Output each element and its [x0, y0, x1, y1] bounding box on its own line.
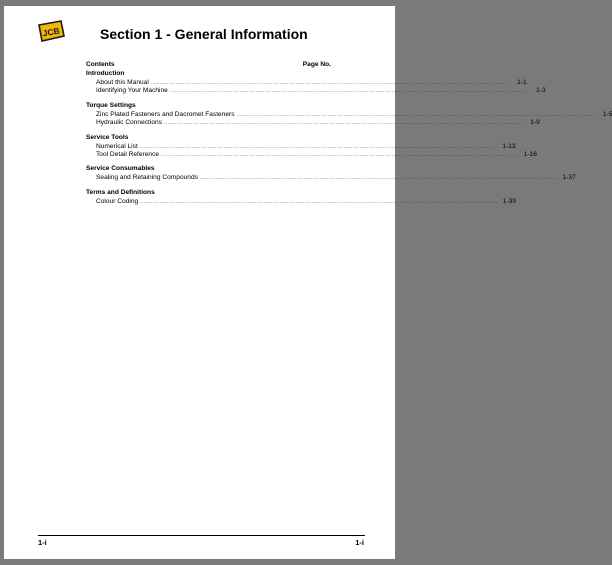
footer-page-right: 1-i: [355, 538, 364, 547]
toc-entry[interactable]: [86, 197, 516, 207]
toc-section-heading: Service Tools: [86, 133, 129, 141]
page-title: Section 1 - General Information: [100, 26, 308, 42]
dot-leader: ........................................................................................................................................................................................................: [236, 111, 595, 118]
toc-entry[interactable]: [86, 87, 546, 96]
dot-leader: ........................................................................................................................................................................................................: [161, 151, 519, 158]
jcb-logo: [36, 20, 66, 42]
toc-entry-label: Colour Coding: [96, 197, 139, 205]
dot-leader: ........................................................................................................................................................................................................: [163, 120, 522, 127]
toc-entry-page: 1-37: [562, 174, 576, 182]
toc-entry-page: 1-9: [530, 119, 540, 127]
footer-page-left: 1-i: [38, 538, 47, 547]
toc-entry-label: About this Manual: [96, 79, 149, 86]
toc-entry-label: Hydraulic Connections: [96, 119, 162, 127]
toc-entry-page: 1-5: [602, 110, 612, 118]
toc-entry-label: Numerical List: [96, 142, 138, 150]
dot-leader: ........................................................................................................................................................................................................: [140, 198, 498, 205]
toc-entry-page: 1-1: [517, 79, 527, 86]
dot-leader: ........................................................................................................................................................................................................: [199, 175, 558, 182]
dot-leader: ........................................................................................................................................................................................................: [139, 143, 498, 150]
toc-sections: [86, 70, 612, 207]
toc-entry[interactable]: [86, 150, 537, 160]
table-of-contents: [86, 61, 612, 207]
toc-section-heading: Torque Settings: [86, 101, 136, 109]
toc-entry-page: 1-3: [536, 87, 546, 95]
toc-entry[interactable]: [86, 119, 540, 128]
toc-entry-label: Identifying Your Machine: [96, 87, 168, 95]
dot-leader: ........................................................................................................................................................................................................: [150, 80, 509, 86]
toc-entry[interactable]: [86, 174, 576, 183]
toc-section-heading: Introduction: [86, 70, 125, 77]
toc-entry-label: Tool Detail Reference: [96, 150, 160, 158]
page-no-label: Page No.: [302, 61, 331, 68]
document-page: [4, 6, 612, 559]
toc-section-heading: Service Consumables: [86, 165, 155, 173]
dot-leader: ........................................................................................................................................................................................................: [169, 88, 528, 95]
toc-section-heading: Terms and Definitions: [86, 188, 155, 196]
toc-entry-label: Sealing and Retaining Compounds: [96, 174, 198, 182]
toc-entry-page: 1-39: [502, 197, 516, 205]
footer-rule: [38, 535, 365, 536]
contents-label: Contents: [86, 61, 115, 68]
toc-entry-page: 1-16: [523, 150, 537, 158]
toc-entry-page: 1-13: [502, 142, 516, 150]
toc-entry-label: Zinc Plated Fasteners and Dacromet Fasteners: [96, 110, 235, 118]
logo-text: JCB: [41, 25, 61, 39]
